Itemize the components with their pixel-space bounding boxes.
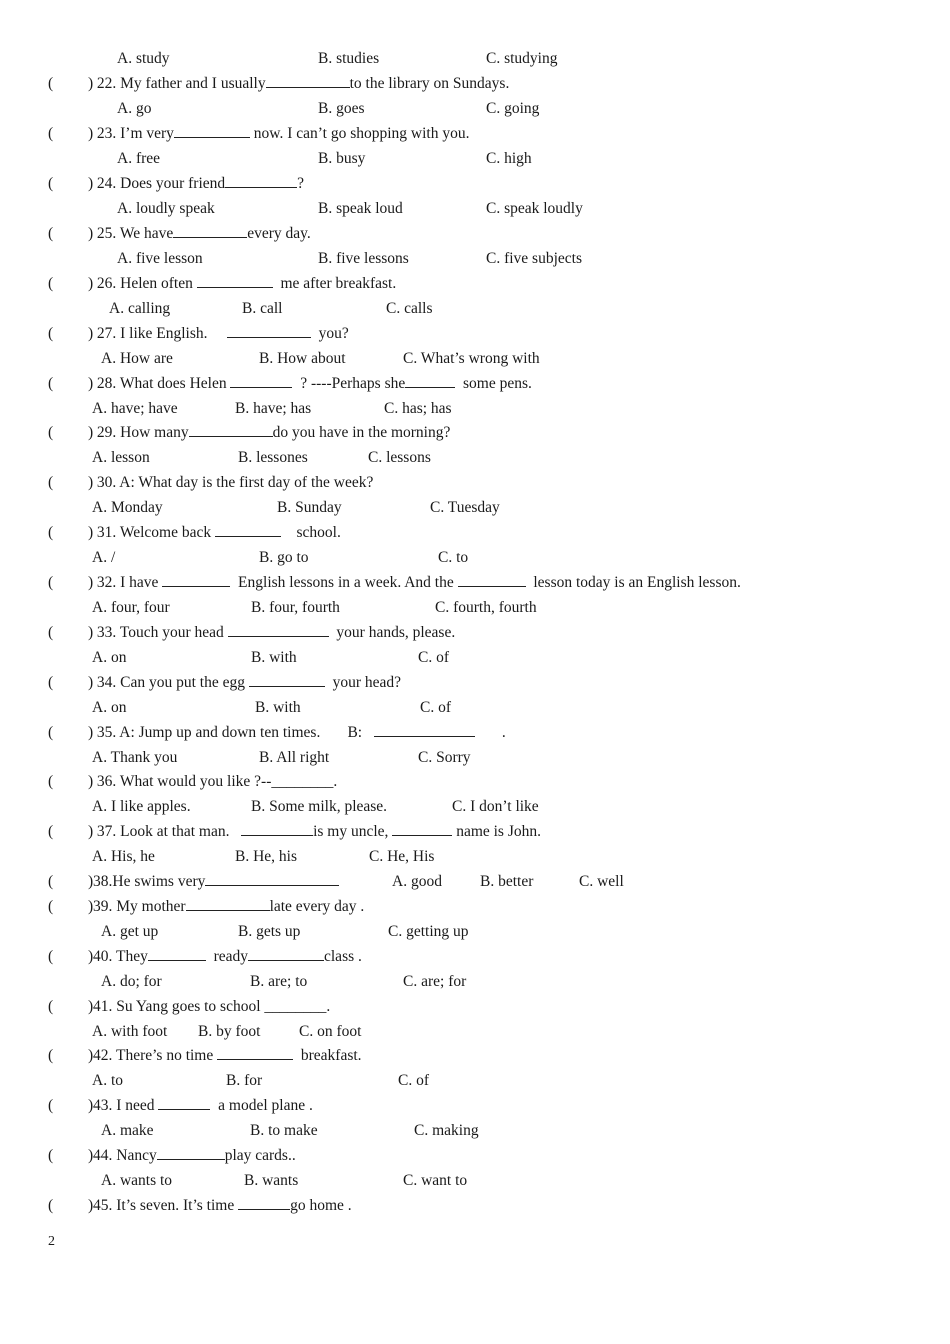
answer-option: B. better (480, 873, 534, 890)
answer-option: C. of (420, 699, 451, 716)
question-text: 33. Touch your head (93, 624, 228, 641)
answer-paren-open: ( (48, 175, 54, 192)
answer-paren-open: ( (48, 998, 54, 1015)
question-stem (93, 819, 541, 844)
question-text: ? (297, 175, 305, 192)
answer-option: C. well (579, 873, 624, 890)
answer-option: C. getting up (388, 923, 469, 940)
question-text: 42. There’s no time (93, 1047, 218, 1064)
options-line (0, 495, 950, 520)
answer-paren-close: ) (88, 75, 94, 92)
question-stem (93, 371, 532, 396)
question-text: 32. I have (93, 574, 163, 591)
answer-option: B. to make (250, 1122, 318, 1139)
question-line (0, 321, 950, 346)
answer-paren-open: ( (48, 624, 54, 641)
answer-paren-open: ( (48, 873, 54, 890)
question-text: your hands, please. (328, 624, 456, 641)
answer-option: B. lessones (238, 449, 308, 466)
question-stem (93, 321, 349, 346)
answer-option: B. go to (259, 549, 309, 566)
question-text: 35. A: Jump up and down ten times. B: (93, 724, 374, 741)
answer-paren-close: ) (88, 674, 94, 691)
answer-paren-close: ) (88, 325, 94, 342)
answer-blank[interactable] (249, 671, 325, 687)
answer-blank[interactable] (225, 172, 297, 188)
answer-option: C. Tuesday (430, 499, 500, 516)
question-line (0, 121, 950, 146)
question-text: name is John. (452, 823, 541, 840)
options-line (0, 196, 950, 221)
question-text: now. I can’t go shopping with you. (249, 125, 470, 142)
answer-option: C. lessons (368, 449, 431, 466)
question-line (0, 570, 950, 595)
question-text: your head? (324, 674, 402, 691)
question-stem (93, 1143, 296, 1168)
answer-option: A. study (117, 50, 170, 67)
options-line (0, 46, 950, 71)
answer-paren-open: ( (48, 275, 54, 292)
answer-paren-open: ( (48, 474, 54, 491)
answer-option: C. making (414, 1122, 479, 1139)
question-line (0, 869, 950, 894)
question-text: 44. Nancy (93, 1147, 157, 1164)
question-text: school. (281, 524, 341, 541)
question-stem (93, 121, 470, 146)
question-line (0, 944, 950, 969)
answer-option: A. on (92, 699, 127, 716)
answer-option: B. He, his (235, 848, 297, 865)
question-line (0, 520, 950, 545)
answer-option: C. five subjects (486, 250, 582, 267)
question-stem (93, 470, 373, 495)
question-text: go home . (290, 1197, 352, 1214)
answer-option: A. loudly speak (117, 200, 215, 217)
question-text: 40. They (93, 948, 148, 965)
answer-paren-open: ( (48, 75, 54, 92)
answer-paren-close: ) (88, 773, 94, 790)
answer-option: C. He, His (369, 848, 435, 865)
options-line (0, 1019, 950, 1044)
question-text: 38.He swims very (93, 873, 206, 890)
options-line (0, 445, 950, 470)
answer-paren-close: ) (88, 1047, 94, 1064)
question-line (0, 769, 950, 794)
question-stem (93, 1193, 352, 1218)
answer-paren-open: ( (48, 1047, 54, 1064)
answer-paren-close: ) (88, 624, 94, 641)
question-text: breakfast. (293, 1047, 362, 1064)
options-line (0, 146, 950, 171)
question-stem (93, 570, 741, 595)
options-line (0, 695, 950, 720)
question-text: you? (310, 325, 349, 342)
question-stem (93, 769, 337, 794)
answer-paren-open: ( (48, 674, 54, 691)
answer-paren-open: ( (48, 424, 54, 441)
question-text: play cards.. (224, 1147, 296, 1164)
answer-option: C. on foot (299, 1023, 362, 1040)
question-line (0, 470, 950, 495)
question-text: do you have in the morning? (272, 424, 451, 441)
answer-option: B. goes (318, 100, 365, 117)
question-stem (93, 670, 401, 695)
question-text: ? ----Perhaps she (292, 375, 406, 392)
question-text: 39. My mother (93, 898, 186, 915)
question-text: lesson today is an English lesson. (525, 574, 741, 591)
answer-paren-close: ) (88, 1097, 94, 1114)
question-stem (93, 1093, 313, 1118)
question-line (0, 894, 950, 919)
answer-paren-open: ( (48, 1197, 54, 1214)
answer-paren-close: ) (88, 1147, 94, 1164)
question-stem (93, 171, 304, 196)
answer-option: C. of (418, 649, 449, 666)
answer-option: C. want to (403, 1172, 468, 1189)
answer-blank[interactable] (227, 322, 311, 338)
answer-option: A. to (92, 1072, 123, 1089)
answer-option: A. Thank you (92, 749, 178, 766)
answer-paren-open: ( (48, 325, 54, 342)
question-text: some pens. (455, 375, 532, 392)
answer-blank[interactable] (174, 122, 250, 138)
question-text: 26. Helen often (93, 275, 197, 292)
answer-option: A. with foot (92, 1023, 168, 1040)
question-text: 23. I’m very (93, 125, 174, 142)
question-stem (93, 520, 341, 545)
answer-option: A. I like apples. (92, 798, 191, 815)
answer-paren-open: ( (48, 1097, 54, 1114)
answer-blank[interactable] (189, 421, 273, 437)
answer-option: A. His, he (92, 848, 155, 865)
question-stem (93, 620, 455, 645)
question-text: to the library on Sundays. (349, 75, 510, 92)
question-text: 43. I need (93, 1097, 159, 1114)
answer-paren-close: ) (88, 524, 94, 541)
answer-paren-close: ) (88, 998, 94, 1015)
options-line (0, 1168, 950, 1193)
question-line (0, 271, 950, 296)
page-number: 2 (48, 1234, 55, 1249)
answer-option: A. go (117, 100, 152, 117)
answer-option: C. fourth, fourth (435, 599, 537, 616)
answer-option: A. free (117, 150, 161, 167)
answer-paren-close: ) (88, 175, 94, 192)
question-stem (93, 71, 509, 96)
answer-option: A. How are (101, 350, 173, 367)
question-line (0, 171, 950, 196)
answer-option: B. wants (244, 1172, 299, 1189)
question-text: 22. My father and I usually (93, 75, 266, 92)
answer-blank[interactable] (241, 820, 313, 836)
answer-option: B. busy (318, 150, 366, 167)
answer-blank[interactable] (148, 945, 206, 961)
answer-option: B. All right (259, 749, 330, 766)
answer-blank[interactable] (173, 222, 247, 238)
answer-option: A. calling (109, 300, 171, 317)
question-text: 25. We have (93, 225, 174, 242)
question-text: ready (205, 948, 248, 965)
question-text: 29. How many (93, 424, 189, 441)
answer-option: B. with (251, 649, 297, 666)
answer-option: A. / (92, 549, 116, 566)
answer-option: B. have; has (235, 400, 312, 417)
question-line (0, 994, 950, 1019)
answer-option: A. four, four (92, 599, 170, 616)
question-text: is my uncle, (313, 823, 393, 840)
answer-option: A. Monday (92, 499, 163, 516)
answer-paren-open: ( (48, 948, 54, 965)
answer-option: A. wants to (101, 1172, 173, 1189)
answer-option: A. five lesson (117, 250, 203, 267)
answer-paren-open: ( (48, 125, 54, 142)
answer-option: C. I don’t like (452, 798, 539, 815)
answer-option: A. make (101, 1122, 154, 1139)
answer-option: A. lesson (92, 449, 150, 466)
answer-option: B. gets up (238, 923, 301, 940)
options-line (0, 246, 950, 271)
answer-blank[interactable] (392, 820, 452, 836)
options-line (0, 595, 950, 620)
options-line (0, 969, 950, 994)
answer-option: C. to (438, 549, 469, 566)
answer-blank[interactable] (157, 1144, 225, 1160)
question-line (0, 1143, 950, 1168)
answer-blank[interactable] (458, 571, 526, 587)
question-line (0, 670, 950, 695)
question-stem (93, 994, 330, 1019)
question-stem (93, 894, 364, 919)
answer-blank[interactable] (186, 895, 270, 911)
question-text: 30. A: What day is the first day of the week? (93, 474, 374, 491)
options-line (0, 545, 950, 570)
question-line (0, 71, 950, 96)
options-line (0, 1118, 950, 1143)
answer-option: C. high (486, 150, 532, 167)
options-line (0, 346, 950, 371)
answer-blank[interactable] (266, 72, 350, 88)
answer-paren-open: ( (48, 724, 54, 741)
answer-option: B. How about (259, 350, 346, 367)
answer-option: B. studies (318, 50, 380, 67)
answer-blank[interactable] (217, 1044, 293, 1060)
answer-paren-close: ) (88, 898, 94, 915)
answer-paren-close: ) (88, 275, 94, 292)
answer-paren-close: ) (88, 375, 94, 392)
answer-paren-open: ( (48, 574, 54, 591)
question-text: a model plane . (210, 1097, 313, 1114)
answer-blank[interactable] (197, 272, 273, 288)
answer-paren-open: ( (48, 1147, 54, 1164)
answer-blank[interactable] (238, 1194, 290, 1210)
answer-option: A. on (92, 649, 127, 666)
answer-blank[interactable] (162, 571, 230, 587)
question-text: class . (324, 948, 362, 965)
answer-option: C. going (486, 100, 540, 117)
question-line (0, 420, 950, 445)
answer-paren-open: ( (48, 773, 54, 790)
question-stem (93, 420, 450, 445)
question-line (0, 620, 950, 645)
answer-option: A. do; for (101, 973, 162, 990)
question-text: 45. It’s seven. It’s time (93, 1197, 239, 1214)
question-line (0, 819, 950, 844)
answer-paren-close: ) (88, 1197, 94, 1214)
answer-paren-close: ) (88, 424, 94, 441)
answer-paren-close: ) (88, 474, 94, 491)
question-text: me after breakfast. (272, 275, 397, 292)
answer-option: C. studying (486, 50, 558, 67)
options-line (0, 794, 950, 819)
answer-option: B. five lessons (318, 250, 409, 267)
question-line (0, 221, 950, 246)
answer-blank[interactable] (215, 521, 281, 537)
question-line (0, 371, 950, 396)
answer-option: A. have; have (92, 400, 178, 417)
question-line (0, 1093, 950, 1118)
answer-blank[interactable] (248, 945, 324, 961)
answer-option: C. Sorry (418, 749, 471, 766)
question-text: 31. Welcome back (93, 524, 215, 541)
answer-option: A. good (392, 873, 442, 890)
answer-option: C. What’s wrong with (403, 350, 540, 367)
answer-blank[interactable] (205, 870, 339, 886)
answer-option: B. call (242, 300, 283, 317)
answer-option: C. are; for (403, 973, 467, 990)
answer-paren-open: ( (48, 524, 54, 541)
options-line (0, 745, 950, 770)
answer-option: C. speak loudly (486, 200, 583, 217)
answer-paren-close: ) (88, 574, 94, 591)
answer-paren-close: ) (88, 225, 94, 242)
options-line (0, 844, 950, 869)
options-line (0, 919, 950, 944)
question-line (0, 1193, 950, 1218)
answer-option: B. Sunday (277, 499, 342, 516)
answer-paren-close: ) (88, 948, 94, 965)
answer-option: C. calls (386, 300, 433, 317)
question-line (0, 720, 950, 745)
question-text: 34. Can you put the egg (93, 674, 249, 691)
answer-option: B. with (255, 699, 301, 716)
question-text: 36. What would you like ?--________. (93, 773, 338, 790)
answer-paren-close: ) (88, 823, 94, 840)
answer-blank[interactable] (230, 372, 292, 388)
question-stem (93, 944, 362, 969)
answer-option: B. Some milk, please. (251, 798, 388, 815)
question-text: 24. Does your friend (93, 175, 226, 192)
question-text: . (474, 724, 506, 741)
answer-option: C. has; has (384, 400, 452, 417)
question-stem (93, 1043, 362, 1068)
answer-paren-open: ( (48, 375, 54, 392)
answer-paren-close: ) (88, 873, 94, 890)
question-text: 41. Su Yang goes to school ________. (93, 998, 331, 1015)
answer-paren-close: ) (88, 125, 94, 142)
answer-option: C. of (398, 1072, 429, 1089)
answer-blank[interactable] (374, 721, 475, 737)
answer-option: B. are; to (250, 973, 308, 990)
question-stem (93, 271, 396, 296)
question-text: 27. I like English. (93, 325, 227, 342)
question-text: every day. (247, 225, 311, 242)
answer-option: B. speak loud (318, 200, 403, 217)
question-stem (93, 221, 311, 246)
question-text: 28. What does Helen (93, 375, 231, 392)
question-stem (93, 720, 506, 745)
answer-paren-open: ( (48, 898, 54, 915)
answer-option: B. for (226, 1072, 263, 1089)
answer-option: A. get up (101, 923, 159, 940)
answer-blank[interactable] (158, 1094, 210, 1110)
answer-option: B. four, fourth (251, 599, 340, 616)
options-line (0, 96, 950, 121)
question-text: 37. Look at that man. (93, 823, 242, 840)
options-line (0, 1068, 950, 1093)
answer-paren-open: ( (48, 225, 54, 242)
question-line (0, 1043, 950, 1068)
answer-option: B. by foot (198, 1023, 261, 1040)
question-text: late every day . (269, 898, 365, 915)
answer-paren-open: ( (48, 823, 54, 840)
answer-blank[interactable] (228, 621, 329, 637)
question-stem (93, 869, 339, 894)
question-text: English lessons in a week. And the (230, 574, 458, 591)
options-line (0, 296, 950, 321)
answer-blank[interactable] (405, 372, 455, 388)
answer-paren-close: ) (88, 724, 94, 741)
options-line (0, 645, 950, 670)
options-line (0, 396, 950, 421)
